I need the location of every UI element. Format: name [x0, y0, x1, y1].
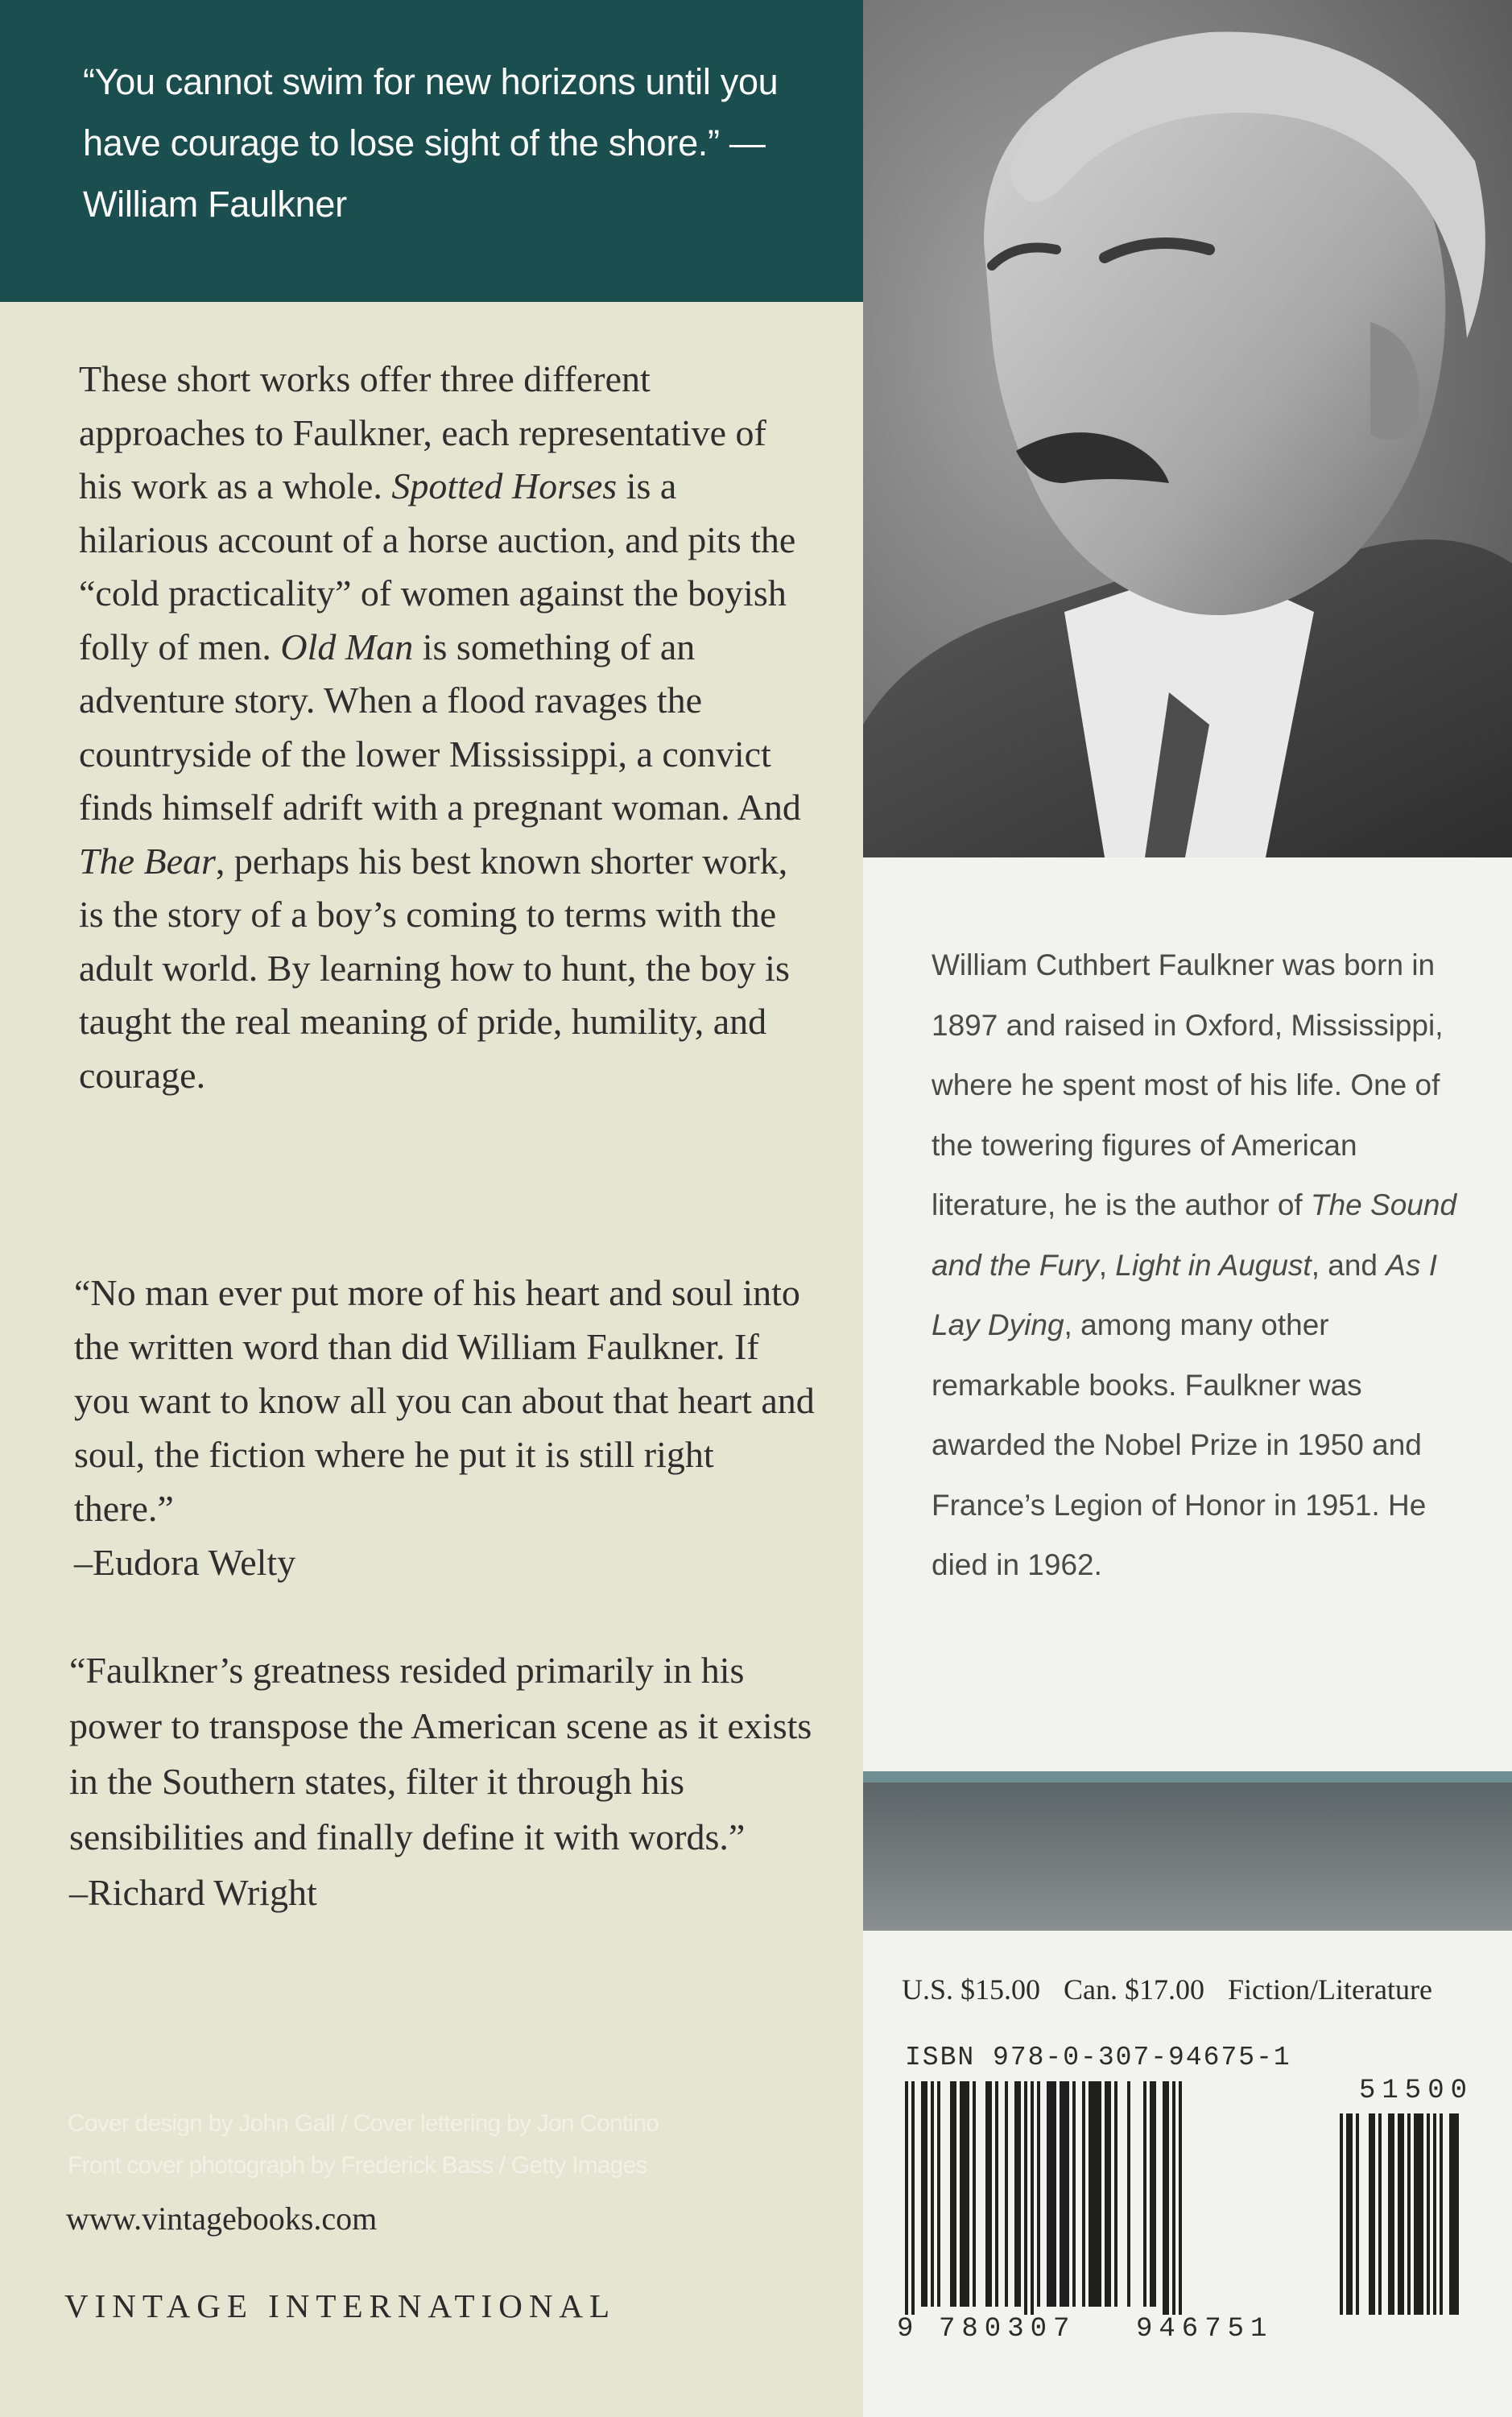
praise-text: “No man ever put more of his heart and soul into the written word than did William Faulkner. If you want to know all you can about that heart and soul, the fiction where he put it is still right there.” — [74, 1272, 815, 1529]
book-description — [79, 353, 804, 1102]
praise-text: “Faulkner’s greatness resided primarily in his power to transpose the American scene as it exists in the Southern states, filter it through his sensibilities and finally define it with words.” — [69, 1650, 812, 1857]
barcode-main-bars — [899, 2081, 1333, 2331]
bio-text: , — [1098, 1248, 1116, 1282]
barcode-first-digit: 9 — [897, 2314, 920, 2345]
barcode — [897, 2076, 1494, 2347]
barcode-right-digits: 946751 — [1136, 2314, 1274, 2345]
price-line — [902, 1973, 1432, 2006]
cover-credits — [68, 2103, 841, 2187]
isbn-number: ISBN 978-0-307-94675-1 — [905, 2043, 1291, 2072]
praise-quote-welty — [74, 1266, 823, 1589]
barcode-addon-bars — [1333, 2081, 1494, 2323]
canada-price: Can. $17.00 — [1064, 1973, 1205, 2006]
description-text: is a hilarious account of a horse auction, and pits the “cold practicality” of women against the boyish folly of men. — [79, 465, 796, 667]
praise-attribution: –Eudora Welty — [74, 1542, 296, 1583]
author-biography — [932, 936, 1479, 1596]
bio-text: , and — [1311, 1248, 1386, 1282]
title-spotted-horses: Spotted Horses — [391, 465, 618, 506]
title-old-man: Old Man — [280, 626, 414, 667]
title-sound-and-fury: The Sound and the Fury — [932, 1188, 1457, 1282]
praise-quote-wright — [69, 1642, 818, 1920]
barcode-left-digits: 780307 — [939, 2314, 1076, 2345]
barcode-addon-digits: 51500 — [1359, 2076, 1474, 2106]
publisher-website: www.vintagebooks.com — [66, 2200, 378, 2237]
description-text: , perhaps his best known shorter work, is the story of a boy’s coming to terms with the adult world. By learning how to hunt, the boy is taught the real meaning of pride, humility, and courage. — [79, 840, 790, 1096]
quote-band — [0, 0, 863, 302]
title-the-bear: The Bear — [79, 840, 216, 882]
title-light-in-august: Light in August — [1115, 1248, 1312, 1282]
author-photograph — [863, 0, 1512, 857]
bio-text: , among many other remarkable books. Faulkner was awarded the Nobel Prize in 1950 and France’s Legion of Honor in 1951. He died in 1962. — [932, 1308, 1427, 1581]
cover-design-credit: Cover design by John Gall / Cover lettering by Jon Contino — [68, 2110, 659, 2137]
us-price: U.S. $15.00 — [902, 1973, 1041, 2006]
praise-attribution: –Richard Wright — [69, 1872, 317, 1913]
description-text: is something of an adventure story. When a flood ravages the countryside of the lower Mississippi, a convict finds himself adrift with a pregnant woman. And — [79, 626, 801, 828]
description-paragraph — [79, 353, 804, 1102]
publisher-imprint: VINTAGE INTERNATIONAL — [64, 2287, 617, 2324]
author-portrait-icon — [863, 0, 1512, 857]
back-cover-right-panel — [863, 0, 1512, 2417]
book-category: Fiction/Literature — [1228, 1973, 1432, 2006]
author-quote: “You cannot swim for new horizons until you have courage to lose sight of the shore.” —William Faulkner — [83, 61, 779, 225]
decorative-stripe — [863, 1771, 1512, 1931]
cover-photo-credit: Front cover photograph by Frederick Bass / Getty Images — [68, 2152, 647, 2179]
title-as-i-lay-dying: As I Lay Dying — [932, 1248, 1438, 1341]
description-text: These short works offer three different approaches to Faulkner, each representative of his work as a whole. — [79, 358, 766, 506]
bio-text: William Cuthbert Faulkner was born in 1897 and raised in Oxford, Mississippi, where he spent most of his life. One of the towering figures of American literature, he is the author of — [932, 948, 1444, 1221]
